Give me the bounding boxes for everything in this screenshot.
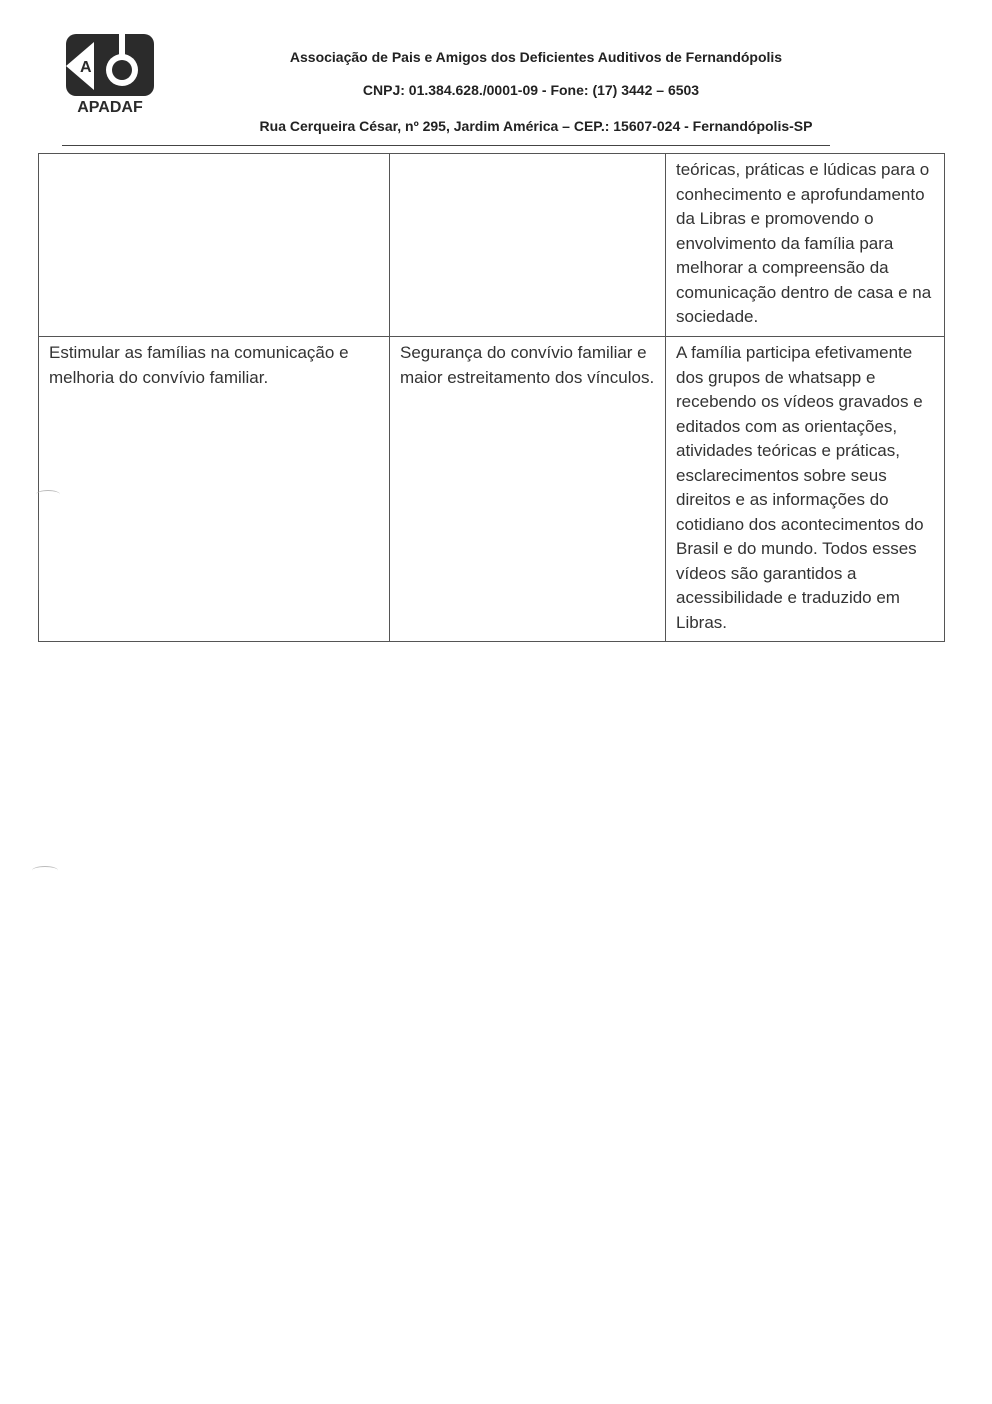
org-name: Associação de Pais e Amigos dos Deficientes Auditivos de Fernandópolis bbox=[289, 49, 783, 65]
table-cell-result: Segurança do convívio familiar e maior estreitamento dos vínculos. bbox=[390, 337, 666, 642]
table-cell-result bbox=[390, 154, 666, 337]
scan-mark bbox=[38, 520, 39, 590]
table-row bbox=[39, 337, 945, 642]
table-cell-description: teóricas, práticas e lúdicas para o conhecimento e aprofundamento da Libras e promovendo o envolvimento da família para melhorar a compreensão da comunicação dentro de casa e na sociedade. bbox=[666, 154, 945, 337]
logo-text: APADAF bbox=[77, 99, 143, 116]
header-divider bbox=[62, 145, 830, 146]
logo-letter: A bbox=[80, 59, 92, 76]
scan-mark bbox=[32, 866, 58, 875]
activities-table bbox=[38, 153, 945, 642]
table-cell-objective bbox=[39, 154, 390, 337]
table-cell-objective: Estimular as famílias na comunicação e melhoria do convívio familiar. bbox=[39, 337, 390, 642]
apadaf-logo bbox=[64, 32, 158, 116]
table-row bbox=[39, 154, 945, 337]
logo-emblem-icon bbox=[64, 32, 158, 116]
address-line: Rua Cerqueira César, nº 295, Jardim América – CEP.: 15607-024 - Fernandópolis-SP bbox=[259, 118, 813, 134]
scan-mark bbox=[36, 490, 60, 499]
cnpj-phone-line: CNPJ: 01.384.628./0001-09 - Fone: (17) 3442 – 6503 bbox=[362, 82, 700, 98]
table-cell-description: A família participa efetivamente dos grupos de whatsapp e recebendo os vídeos gravados e editados com as orientações, atividades teóricas e práticas, esclarecimentos sobre seus direitos e as informações do cotidiano dos acontecimentos do Brasil e do mundo. Todos esses vídeos são garantidos a acessibilidade e traduzido em Libras. bbox=[666, 337, 945, 642]
